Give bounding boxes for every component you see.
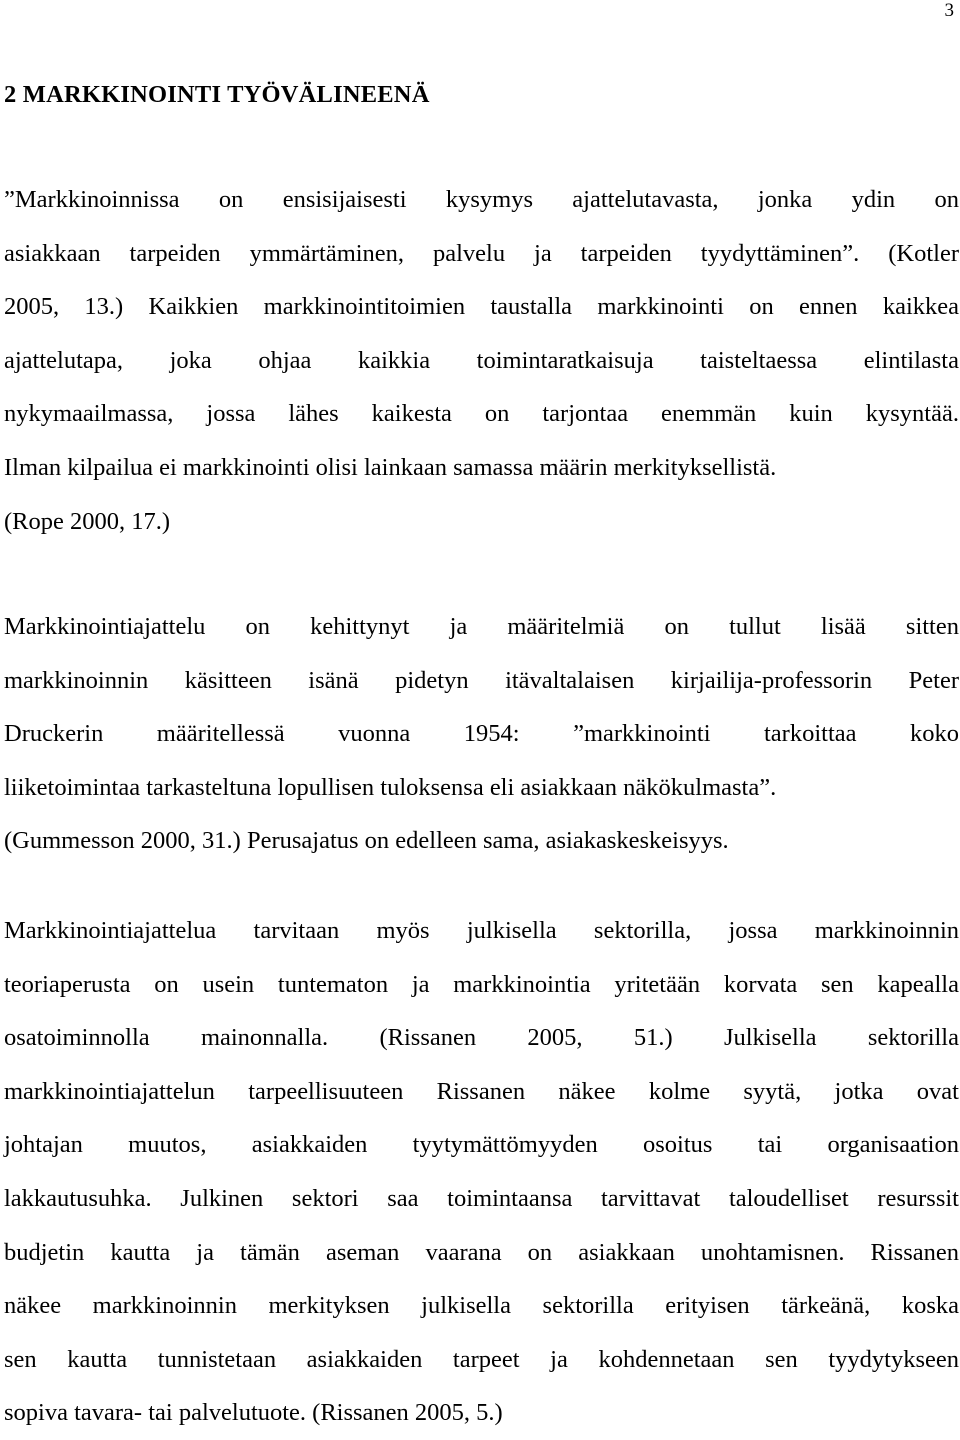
- text-line: osatoiminnolla mainonnalla. (Rissanen 2005, 51.) Julkisella sektorilla: [4, 1024, 959, 1052]
- paragraph-3: [4, 904, 959, 1440]
- text-line: Markkinointiajattelu on kehittynyt ja määritelmiä on tullut lisää sitten: [4, 613, 959, 640]
- text-line: ”Markkinoinnissa on ensisijaisesti kysymys ajattelutavasta, jonka ydin on: [4, 186, 959, 213]
- text-line: sopiva tavara- tai palvelutuote. (Rissanen 2005, 5.): [4, 1399, 503, 1427]
- text-line: lakkautusuhka. Julkinen sektori saa toimintaansa tarvittavat taloudelliset resurssit: [4, 1184, 959, 1212]
- paragraph-2: [4, 600, 959, 868]
- text-line: (Gummesson 2000, 31.) Perusajatus on edelleen sama, asiakaskeskeisyys.: [4, 827, 729, 855]
- text-line: näkee markkinoinnin merkityksen julkisella sektorilla erityisen tärkeänä, koska: [4, 1292, 959, 1320]
- section-heading: 2 MARKKINOINTI TYÖVÄLINEENÄ: [4, 81, 430, 108]
- text-line: Druckerin määritellessä vuonna 1954: ”markkinointi tarkoittaa koko: [4, 720, 959, 748]
- paragraph-1: [4, 173, 959, 548]
- text-line: markkinoinnin käsitteen isänä pidetyn itävaltalaisen kirjailija-professorin Peter: [4, 666, 959, 694]
- text-line: budjetin kautta ja tämän aseman vaarana on asiakkaan unohtamisnen. Rissanen: [4, 1238, 959, 1266]
- text-line: Markkinointiajattelua tarvitaan myös julkisella sektorilla, jossa markkinoinnin: [4, 917, 959, 944]
- text-line: sen kautta tunnistetaan asiakkaiden tarpeet ja kohdennetaan sen tyydytykseen: [4, 1345, 959, 1373]
- text-line: johtajan muutos, asiakkaiden tyytymättömyyden osoitus tai organisaation: [4, 1131, 959, 1159]
- text-line: (Rope 2000, 17.): [4, 507, 171, 535]
- text-line: Ilman kilpailua ei markkinointi olisi lainkaan samassa määrin merkityksellistä.: [4, 453, 777, 481]
- text-line: markkinointiajattelun tarpeellisuuteen Rissanen näkee kolme syytä, jotka ovat: [4, 1077, 959, 1105]
- text-line: teoriaperusta on usein tuntematon ja markkinointia yritetään korvata sen kapealla: [4, 970, 959, 998]
- text-line: nykymaailmassa, jossa lähes kaikesta on tarjontaa enemmän kuin kysyntää.: [4, 400, 959, 428]
- text-line: 2005, 13.) Kaikkien markkinointitoimien taustalla markkinointi on ennen kaikkea: [4, 293, 959, 321]
- text-line: ajattelutapa, joka ohjaa kaikkia toimintaratkaisuja taisteltaessa elintilasta: [4, 346, 959, 374]
- text-line: liiketoimintaa tarkasteltuna lopullisen tuloksensa eli asiakkaan näkökulmasta”.: [4, 773, 777, 801]
- text-line: asiakkaan tarpeiden ymmärtäminen, palvelu ja tarpeiden tyydyttäminen”. (Kotler: [4, 239, 959, 267]
- page-number: 3: [944, 0, 954, 21]
